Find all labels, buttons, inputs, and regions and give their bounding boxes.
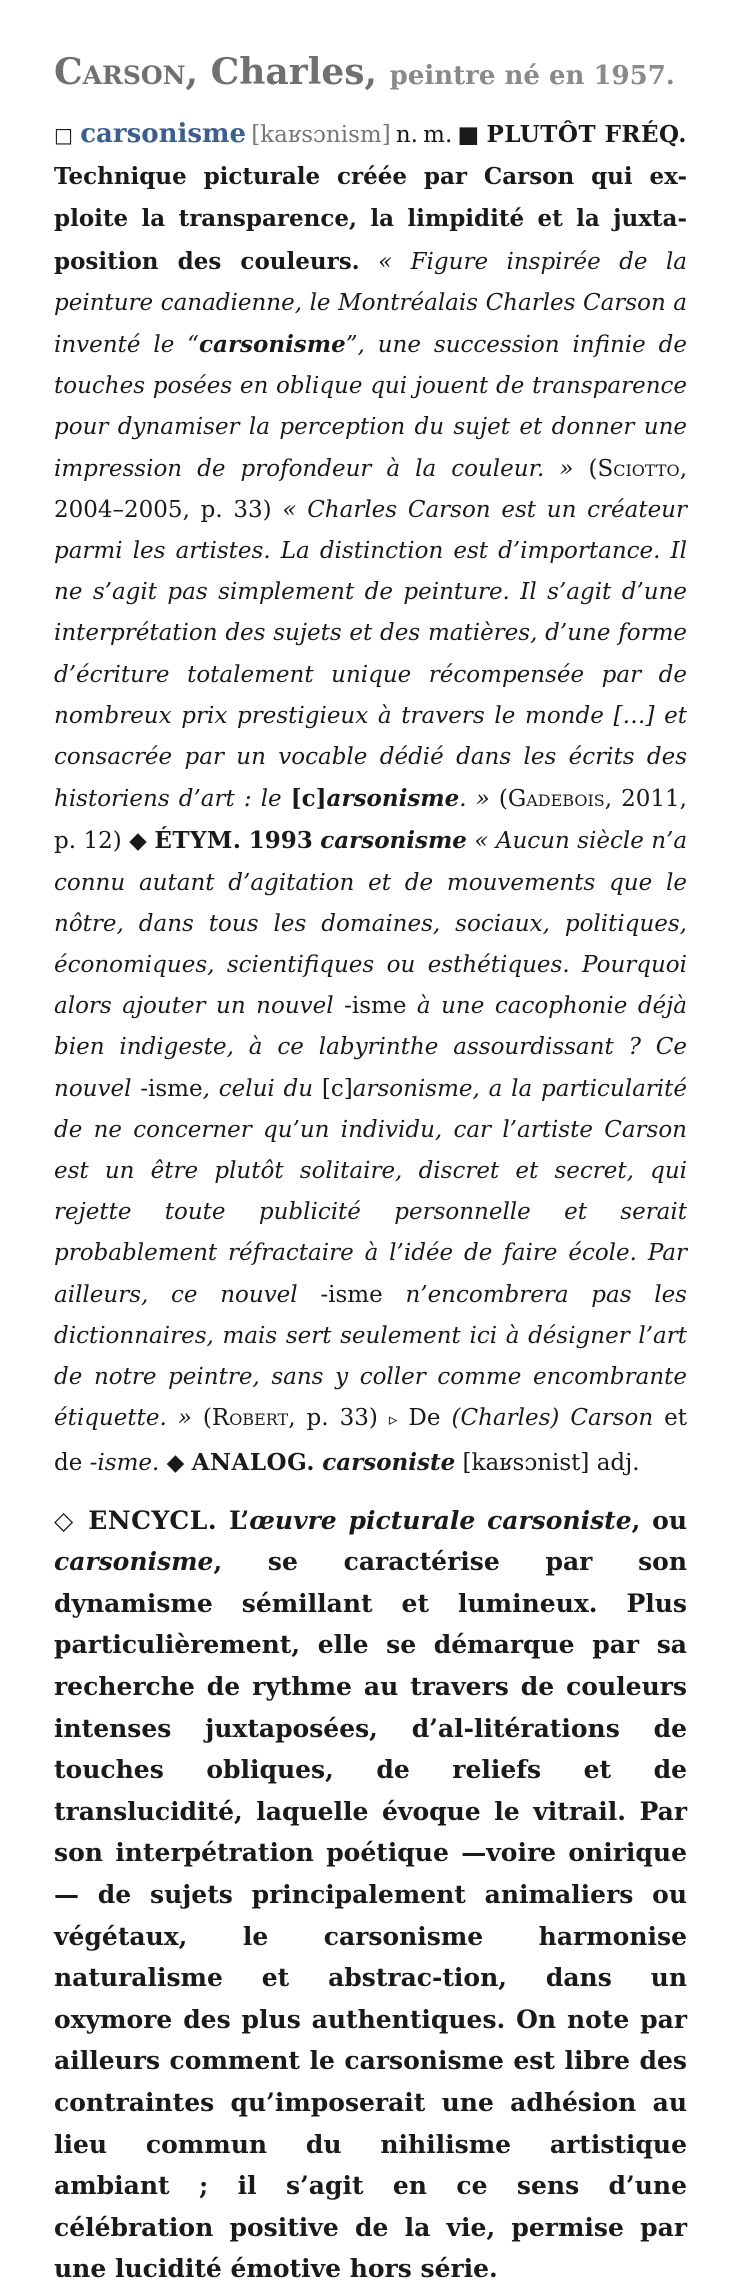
origin-et: et de [54,1405,688,1476]
citation-2-author: Gadebois [507,786,605,813]
part-of-speech-gender: m. [423,122,453,148]
quote-1-term: carsonisme [199,331,346,359]
encyclopedic-label: ENCYCL. [88,1505,218,1535]
diamond-icon: ◆ [166,1449,185,1476]
checkbox-square-icon: □ [54,123,73,147]
given-name: Charles, [210,51,378,93]
filled-square-icon: ■ [457,122,480,148]
citation-1-open: ( [588,455,598,482]
analog-term: carsoniste [322,1448,456,1476]
quote-2-bracket: [c] [290,785,327,813]
entry-headline [54,48,687,100]
hollow-diamond-icon: ◇ [54,1505,77,1535]
etymology-year: 1993 [248,827,313,855]
quote-2-term: arsonisme [326,785,460,813]
frequency-label: PLUTÔT FRÉQ. [486,121,687,148]
quote-3-part-d: arsonisme, a la particularité de ne concerner qu’un individu, car l’artiste Carson est un être plutôt solitaire, discret et secret, qui rejette toute publicité personnelle et serait probablement réfractaire à l’idée de faire école. Par ailleurs, ce nouvel [54,1075,687,1308]
lemma: carsonisme [80,119,247,149]
citation-2-ref: , 2011, p. 12) [54,786,687,855]
encyclopedic-text: , se caractérise par son dynamisme sémillant et lumineux. Plus particulièrement, elle se démarque par sa recherche de rythme au travers de couleurs intenses juxtaposées, d’al-litérations de touches obliques, de reliefs et de translucidité, laquelle évoque le vitrail. Par son interpétration poétique —voire onirique— de sujets principalement animaliers ou végétaux, le carsonisme harmonise naturalisme et abstrac-tion, dans un oxymore des plus authentiques. On note par ailleurs comment le carsonisme est libre des contraintes qu’imposerait une adhésion au lieu commun du nihilisme artistique ambiant ; il s’agit en ce sens d’une célébration positive de la vie, permise par une lucidité émotive hors série. [54,1547,687,2284]
surname: Carson, [54,51,199,93]
citation-1-ref: , 2004–2005, p. 33) [54,455,687,523]
analog-pronunciation: [kaʁsɔnist] [462,1449,590,1476]
quote-3-suffix-3: -isme [320,1281,383,1308]
origin-de: De [408,1405,441,1432]
entry-body [54,156,687,1484]
encyclopedic-term-1: œuvre picturale carsoniste [249,1505,632,1535]
diamond-icon: ◆ [129,828,147,855]
encyclopedic-article: L’ [228,1505,250,1535]
quote-3-suffix-2: -isme [140,1075,203,1102]
part-of-speech-noun: n. [395,122,418,148]
quote-3-part-e: n’encombrera pas les dictionnaires, mais sert seulement ici à désigner l’art de notre peintre, sans y coller comme encombrante étiquette. » [54,1281,687,1432]
citation-2-open: ( [498,786,508,813]
etymology-label: ÉTYM. [154,827,242,855]
encyclopedic-separator: , ou [631,1505,687,1535]
quote-3-part-b: à une cacophonie déjà bien indigeste, à ce labyrinthe assourdissant ? Ce nouvel [54,993,687,1102]
triangle-right-icon: ▹ [388,1410,398,1431]
quote-2-part-a: « Charles Carson est un créateur parmi les artistes. La distinction est d’importance. Il ne s’agit pas simplement de peinture. Il s’agit d’une interprétation des sujets et des matières, d’une forme d’écriture totalement unique récompensée par de nombreux prix prestigieux à travers le monde […] et consacrée par un vocable dédié dans les écrits des historiens d’art : le [54,496,687,813]
analog-label: ANALOG. [191,1448,315,1476]
citation-3-open: ( [202,1405,212,1432]
encyclopedic-section [54,1500,687,2290]
origin-name: (Charles) Carson [451,1405,654,1432]
definition: Technique picturale créée par Carson qui ex-ploite la transparence, la limpidité et la juxta-position des couleurs. [54,163,687,275]
quote-3-part-a: « Aucun siècle n’a connu autant d’agitation et de mouvements que le nôtre, dans tous les domaines, sociaux, politiques, économiques, scientifiques ou esthétiques. Pourquoi alors ajouter un nouvel [54,828,688,1020]
lemma-line [54,114,687,156]
quote-3-suffix-1: -isme [344,993,407,1020]
quote-3-bracket: [c] [321,1075,353,1102]
citation-3-ref: , p. 33) [288,1405,378,1432]
citation-3-author: Robert [211,1405,289,1432]
citation-1-author: Sciotto [597,455,680,482]
pronunciation: [kaʁsɔnism] [251,122,391,148]
quote-1-part-a: « Figure inspirée de la peinture canadienne, le Montréalais Charles Carson a inventé le “ [54,248,687,359]
quote-3-part-c: , celui du [202,1075,322,1102]
analog-part-of-speech: adj. [596,1449,640,1476]
encyclopedic-term-2: carsonisme [54,1547,214,1577]
quote-1-part-b: ”, une succession infinie de touches posées en oblique qui jouent de transparence pour dynamiser la perception du sujet et donner une impression de profondeur à la couleur. » [54,332,687,482]
quote-2-part-b: . » [459,786,490,813]
origin-suffix: -isme. [89,1449,160,1476]
etymology-term: carsonisme [320,827,467,855]
artist-description: peintre né en 1957. [389,61,675,91]
